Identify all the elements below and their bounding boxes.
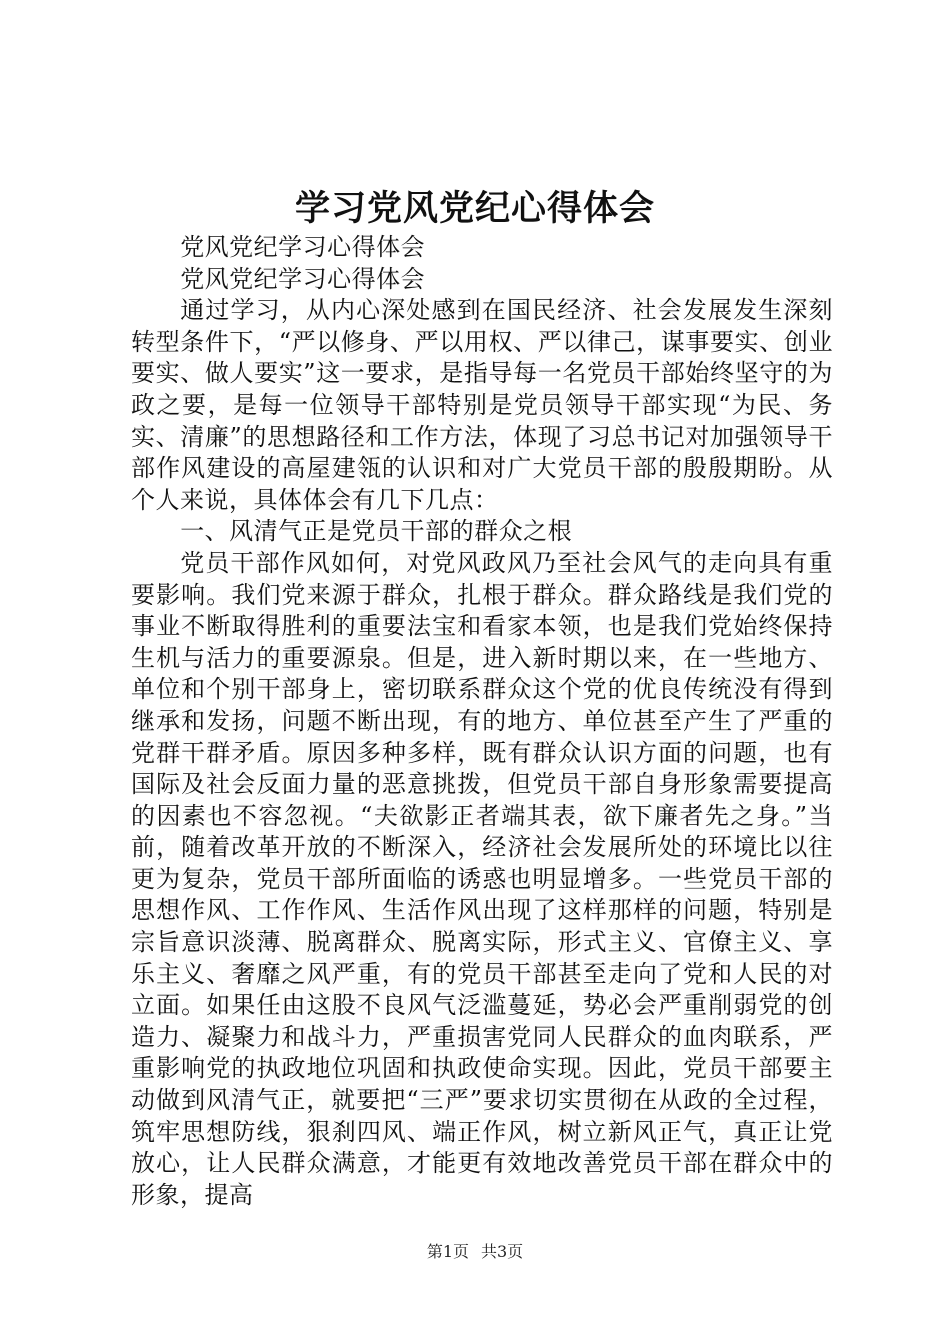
paragraph-section-1: 党员干部作风如何，对党风政风乃至社会风气的走向具有重要影响。我们党来源于群众，扎根于群众。群众路线是我们党的事业不断取得胜利的重要法宝和看家本领，也是我们党始终保持生机与活力的重要源泉。但是，进入新时期以来，在一些地方、单位和个别干部身上，密切联系群众这个党的优良传统没有得到继承和发扬，问题不断出现，有的地方、单位甚至产生了严重的党群干群矛盾。原因多种多样，既有群众认识方面的问题，也有国际及社会反面力量的恶意挑拨，但党员干部自身形象需要提高的因素也不容忽视。“夫欲影正者端其表，欲下廉者先之身。”当前，随着改革开放的不断深入，经济社会发展所处的环境比以往更为复杂，党员干部所面临的诱惑也明显增多。一些党员干部的思想作风、工作作风、生活作风出现了这样那样的问题，特别是宗旨意识淡薄、脱离群众、脱离实际，形式主义、官僚主义、享乐主义、奢靡之风严重，有的党员干部甚至走向了党和人民的对立面。如果任由这股不良风气泛滥蔓延，势必会严重削弱党的创造力、凝聚力和战斗力，严重损害党同人民群众的血肉联系，严重影响党的执政地位巩固和执政使命实现。因此，党员干部要主动做到风清气正，就要把“三严”要求切实贯彻在从政的全过程，筑牢思想防线，狠刹四风、端正作风，树立新风正气，真正让党放心，让人民群众满意，才能更有效地改善党员干部在群众中的形象，提高	[131, 548, 833, 1209]
page-footer	[0, 1242, 950, 1262]
paragraph-subtitle-1: 党风党纪学习心得体会	[180, 233, 426, 261]
section-heading-1: 一、风清气正是党员干部的群众之根	[180, 517, 573, 546]
paragraph-intro: 通过学习，从内心深处感到在国民经济、社会发展发生深刻转型条件下，“严以修身、严以用权、严以律己，谋事要实、创业要实、做人要实”这一要求，是指导每一名党员干部始终坚守的为政之要，是每一位领导干部特别是党员领导干部实现“为民、务实、清廉”的思想路径和工作方法，体现了习总书记对加强领导干部作风建设的高屋建瓴的认识和对广大党员干部的殷殷期盼。从个人来说，具体体会有几下几点：	[131, 296, 833, 514]
document-body	[131, 232, 833, 1211]
page-number-current: 第1页	[426, 1242, 469, 1261]
paragraph-subtitle-2: 党风党纪学习心得体会	[180, 264, 426, 293]
document-title: 学习党风党纪心得体会	[294, 188, 655, 229]
page-number-total: 共3页	[481, 1242, 524, 1261]
